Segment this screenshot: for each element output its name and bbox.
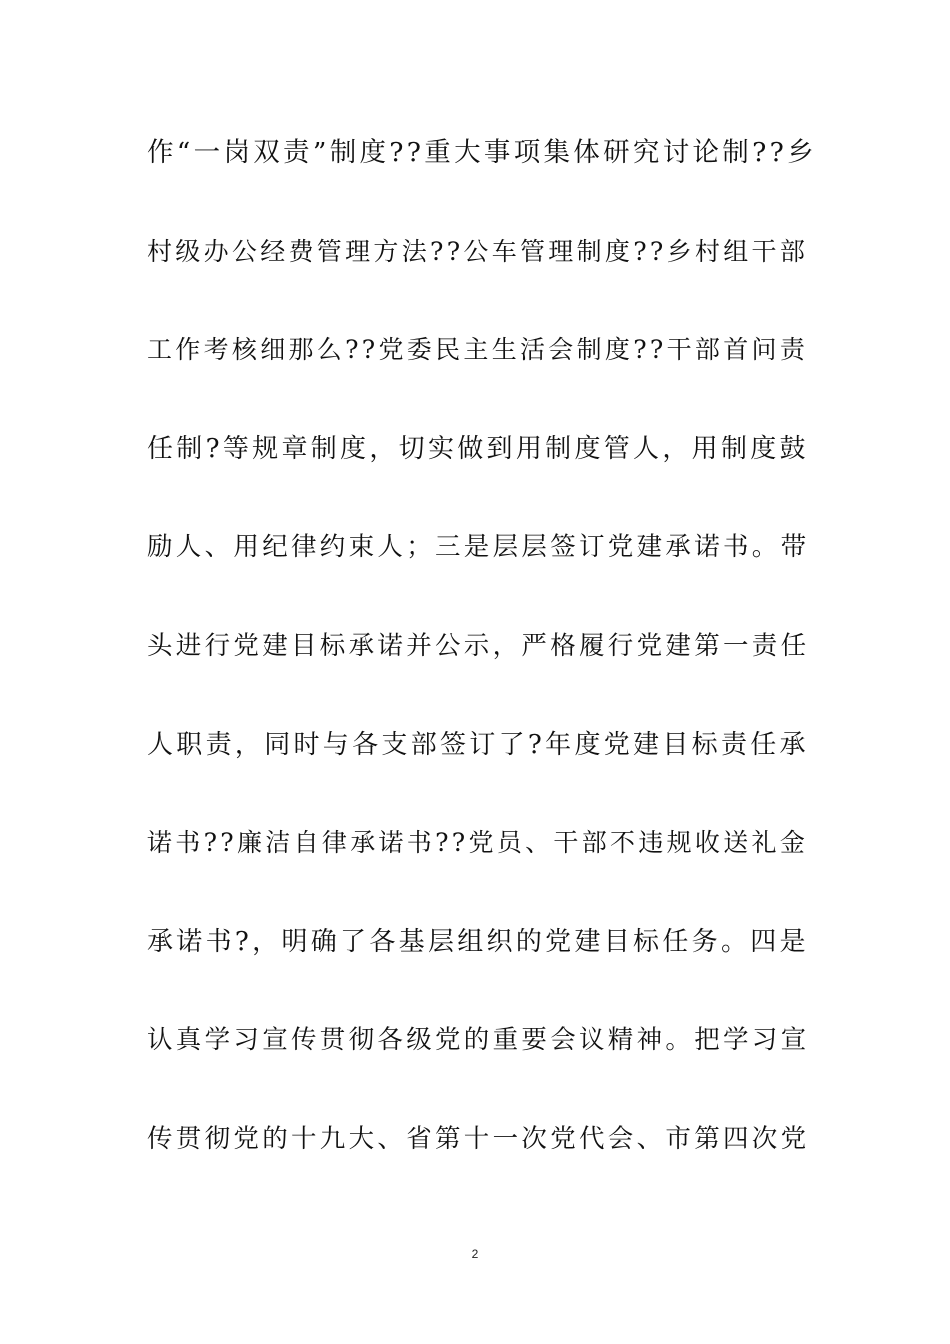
text-line: 励人、用纪律约束人；三是层层签订党建承诺书。带	[147, 532, 810, 563]
text-line: 工作考核细那么??党委民主生活会制度??干部首问责	[147, 335, 809, 365]
text-line: 任制?等规章制度，切实做到用制度管人，用制度鼓	[147, 433, 809, 464]
text-line: 头进行党建目标承诺并公示，严格履行党建第一责任	[147, 630, 810, 661]
body-text	[147, 128, 819, 1213]
text-line: 人职责，同时与各支部签订了?年度党建目标责任承	[147, 729, 809, 760]
text-line: 认真学习宣传贯彻各级党的重要会议精神。把学习宣	[147, 1025, 810, 1056]
text-line: 作“一岗双责”制度??重大事项集体研究讨论制??乡	[147, 137, 817, 168]
text-line: 传贯彻党的十九大、省第十一次党代会、市第四次党	[147, 1123, 810, 1154]
text-line: 村级办公经费管理方法??公车管理制度??乡村组干部	[147, 236, 809, 266]
text-line: 承诺书?，明确了各基层组织的党建目标任务。四是	[147, 926, 809, 957]
page-number: 2	[471, 1247, 479, 1261]
text-line: 诺书??廉洁自律承诺书??党员、干部不违规收送礼金	[147, 828, 809, 858]
